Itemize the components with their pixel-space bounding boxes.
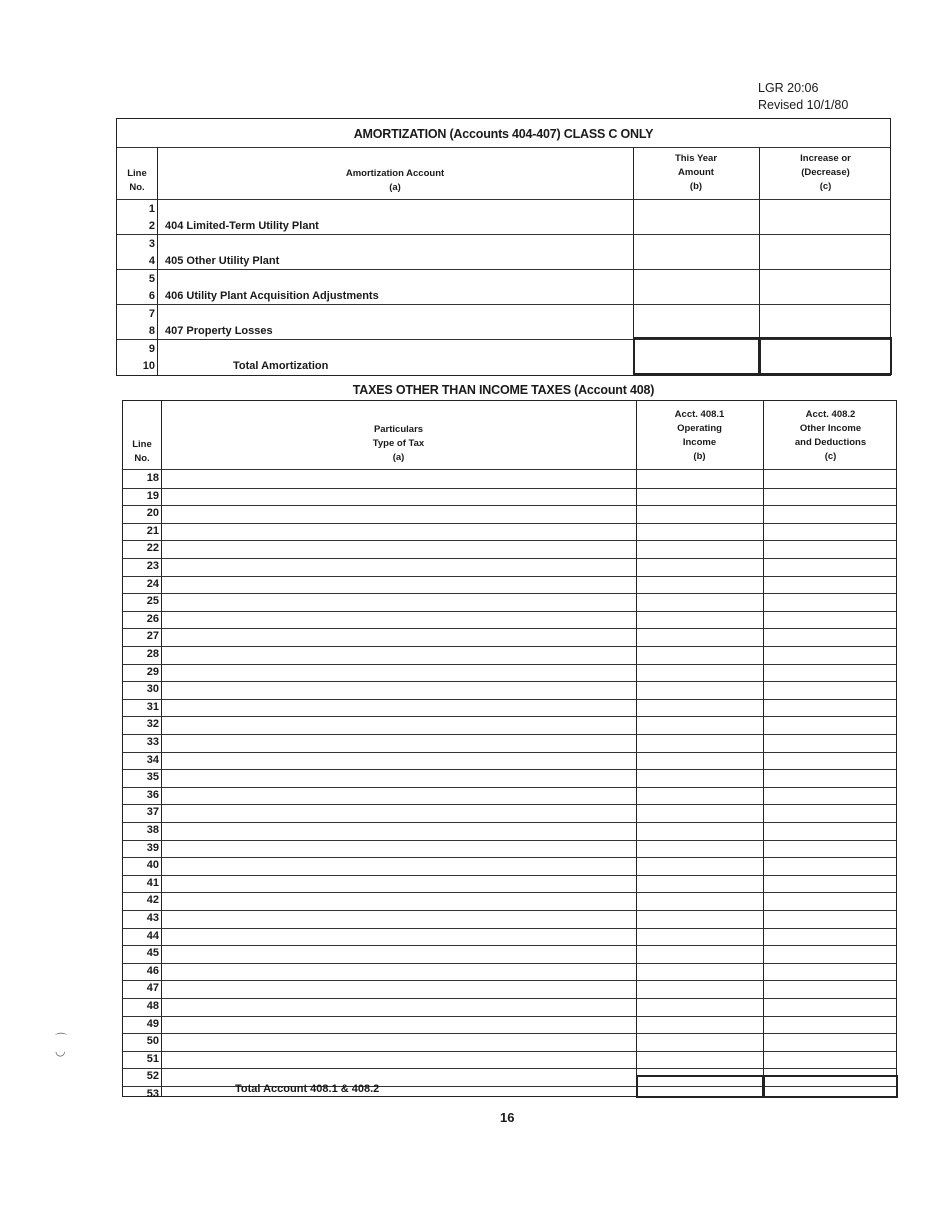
- line-number: 35: [146, 771, 159, 784]
- line-number: 2: [148, 220, 155, 232]
- total-other-box: [763, 1075, 898, 1098]
- line-number: 47: [146, 982, 159, 995]
- form-id-block: [758, 80, 848, 114]
- header-divider: [117, 199, 890, 200]
- row-divider: [123, 611, 896, 612]
- row-divider: [123, 998, 896, 999]
- row-divider: [123, 540, 896, 541]
- line-number: 37: [146, 806, 159, 819]
- row-divider: [123, 787, 896, 788]
- line-number: 51: [146, 1052, 159, 1065]
- line-number: 45: [146, 947, 159, 960]
- row-divider: [123, 804, 896, 805]
- line-number: 43: [146, 912, 159, 924]
- line-number: 3: [148, 238, 155, 250]
- line-number: 18: [146, 472, 159, 484]
- account-label: 404 Limited-Term Utility Plant: [165, 220, 319, 232]
- account-label: 407 Property Losses: [165, 325, 273, 337]
- margin-mark: ⌒ ◡: [55, 1032, 68, 1058]
- amortization-table: [116, 118, 891, 376]
- line-number: 21: [146, 524, 159, 537]
- total-operating-box: [636, 1075, 764, 1098]
- account-label: 406 Utility Plant Acquisition Adjustments: [165, 290, 379, 302]
- line-number: 50: [146, 1035, 159, 1048]
- line-number: 31: [146, 700, 159, 713]
- taxes-table: [122, 400, 897, 1100]
- header-other-income: Acct. 408.2 Other Income and Deductions (c): [794, 409, 867, 462]
- row-divider: [123, 593, 896, 594]
- row-divider: [123, 488, 896, 489]
- row-divider: [123, 628, 896, 629]
- row-divider: [123, 1068, 896, 1069]
- revision-date: Revised 10/1/80: [758, 98, 849, 112]
- row-divider: [123, 716, 896, 717]
- line-number: 41: [146, 876, 159, 889]
- amortization-title: AMORTIZATION (Accounts 404-407) CLASS C ONLY: [353, 127, 654, 141]
- line-number: 38: [146, 824, 159, 836]
- line-number: 52: [146, 1070, 159, 1083]
- header-operating-income: Acct. 408.1 Operating Income (b): [674, 409, 725, 462]
- account-label: 405 Other Utility Plant: [165, 255, 280, 267]
- line-number: 42: [146, 894, 159, 907]
- row-divider: [123, 857, 896, 858]
- header-amortization-account: Amortization Account (a): [345, 168, 445, 193]
- line-number: 53: [146, 1088, 159, 1100]
- line-number: 40: [146, 859, 159, 872]
- row-divider: [123, 646, 896, 647]
- row-divider: [123, 664, 896, 665]
- line-number: 7: [148, 308, 155, 320]
- line-number: 20: [146, 507, 159, 520]
- row-divider: [123, 980, 896, 981]
- line-number: 48: [146, 1000, 159, 1012]
- row-divider: [123, 892, 896, 893]
- row-divider: [123, 963, 896, 964]
- total-amount-box: [633, 337, 760, 375]
- line-number: 28: [146, 648, 159, 660]
- line-number: 6: [148, 290, 155, 302]
- header-divider: [123, 469, 896, 470]
- line-number: 1: [148, 203, 155, 215]
- total-amortization-label: Total Amortization: [233, 360, 329, 372]
- line-number: 39: [146, 841, 159, 854]
- row-divider: [123, 928, 896, 929]
- line-number: 36: [146, 788, 159, 801]
- header-line-no: Line No.: [127, 168, 147, 193]
- row-divider: [123, 1051, 896, 1052]
- line-number: 10: [142, 360, 155, 372]
- line-number: 8: [148, 325, 155, 337]
- row-divider: [123, 558, 896, 559]
- form-id: LGR 20:06: [758, 81, 819, 95]
- line-number: 27: [146, 630, 159, 643]
- row-divider: [123, 699, 896, 700]
- row-divider: [123, 752, 896, 753]
- line-number: 26: [146, 612, 159, 625]
- row-divider: [123, 910, 896, 911]
- line-number: 24: [146, 577, 159, 590]
- total-change-box: [759, 337, 892, 375]
- row-divider: [117, 304, 890, 305]
- row-divider: [123, 576, 896, 577]
- row-divider: [123, 945, 896, 946]
- row-divider: [117, 234, 890, 235]
- line-number: 33: [146, 736, 159, 748]
- line-number: 22: [146, 542, 159, 555]
- row-divider: [123, 681, 896, 682]
- line-number: 34: [146, 753, 159, 766]
- line-number: 46: [146, 964, 159, 977]
- line-number: 4: [148, 255, 155, 267]
- line-number: 9: [148, 343, 155, 355]
- row-divider: [123, 769, 896, 770]
- row-divider: [123, 505, 896, 506]
- header-line-no: Line No.: [132, 439, 152, 464]
- header-particulars: Particulars Type of Tax (a): [372, 424, 425, 463]
- header-increase-decrease: Increase or (Decrease) (c): [800, 153, 851, 192]
- row-divider: [123, 734, 896, 735]
- row-divider: [117, 269, 890, 270]
- header-this-year-amount: This Year Amount (b): [674, 153, 718, 192]
- page-number: 16: [500, 1110, 515, 1125]
- line-number: 25: [146, 595, 159, 608]
- row-divider: [123, 1033, 896, 1034]
- line-number: 44: [146, 929, 159, 942]
- row-divider: [123, 523, 896, 524]
- line-number: 29: [146, 665, 159, 678]
- line-number: 5: [148, 273, 155, 285]
- row-divider: [123, 1016, 896, 1017]
- taxes-title: TAXES OTHER THAN INCOME TAXES (Account 408): [352, 383, 655, 397]
- title-divider: [117, 147, 890, 148]
- line-number: 30: [146, 683, 159, 696]
- row-divider: [123, 822, 896, 823]
- line-number: 19: [146, 489, 159, 502]
- total-tax-label: Total Account 408.1 & 408.2: [235, 1083, 380, 1095]
- row-divider: [123, 840, 896, 841]
- line-number: 49: [146, 1017, 159, 1030]
- line-number: 32: [146, 718, 159, 731]
- line-number: 23: [146, 560, 159, 572]
- row-divider: [123, 875, 896, 876]
